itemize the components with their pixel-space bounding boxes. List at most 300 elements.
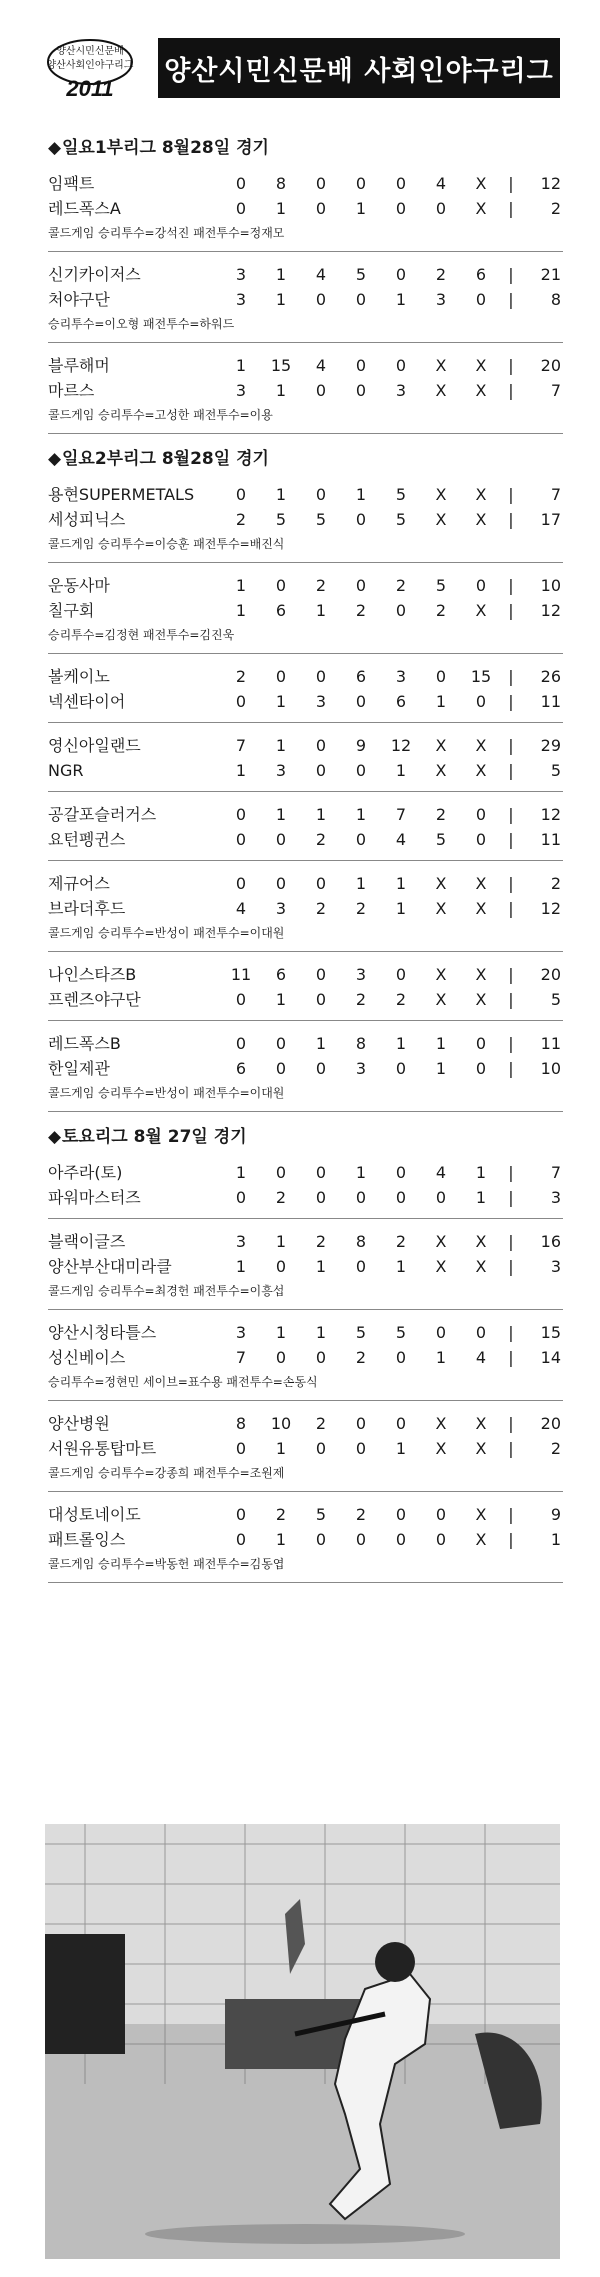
total-score: 8: [550, 290, 561, 309]
score-separator: |: [508, 265, 514, 284]
inning-score: X: [435, 761, 447, 780]
inning-score: 0: [475, 1323, 487, 1342]
inning-score: 0: [315, 761, 327, 780]
inning-score: 0: [235, 1439, 247, 1458]
baseball-photo: [45, 1824, 560, 2259]
inning-score: 3: [395, 667, 407, 686]
inning-score: X: [435, 510, 447, 529]
score-separator: |: [508, 874, 514, 893]
team-score-row: [48, 1345, 563, 1370]
inning-score: 0: [355, 1257, 367, 1276]
inning-score: 0: [315, 1188, 327, 1207]
inning-score: X: [475, 174, 487, 193]
inning-score: 0: [395, 1163, 407, 1182]
score-separator: |: [508, 1188, 514, 1207]
score-separator: |: [508, 965, 514, 984]
inning-score: 0: [275, 830, 287, 849]
score-separator: |: [508, 1059, 514, 1078]
score-separator: |: [508, 290, 514, 309]
inning-score: X: [435, 899, 447, 918]
inning-score: X: [475, 485, 487, 504]
inning-score: 0: [395, 1414, 407, 1433]
inning-score: 7: [235, 736, 247, 755]
inning-score: 8: [275, 174, 287, 193]
inning-score: 0: [395, 1188, 407, 1207]
total-score: 29: [540, 736, 561, 755]
score-separator: |: [508, 199, 514, 218]
inning-score: 0: [235, 485, 247, 504]
inning-score: 2: [275, 1188, 287, 1207]
inning-score: 3: [395, 381, 407, 400]
inning-score: 0: [235, 874, 247, 893]
inning-score: 2: [395, 990, 407, 1009]
inning-score: X: [435, 990, 447, 1009]
inning-score: X: [435, 356, 447, 375]
team-score-row: [48, 896, 563, 921]
inning-score: 0: [235, 1505, 247, 1524]
inning-score: 0: [355, 576, 367, 595]
inning-score: 1: [315, 601, 327, 620]
inning-score: X: [475, 199, 487, 218]
inning-score: X: [475, 1232, 487, 1251]
inning-score: 6: [395, 692, 407, 711]
game-note: 콜드게임 승리투수=최경헌 패전투수=이흥섭: [48, 1284, 285, 1298]
inning-score: 0: [475, 805, 487, 824]
inning-score: X: [435, 874, 447, 893]
team-score-row: [48, 962, 563, 987]
team-name: 세성피닉스: [48, 510, 126, 529]
game-scoreboard: [48, 472, 563, 563]
inning-score: 0: [315, 199, 327, 218]
game-note: 콜드게임 승리투수=이승훈 패전투수=배진식: [48, 537, 285, 551]
team-name: 대성토네이도: [48, 1505, 141, 1524]
inning-score: 0: [355, 1188, 367, 1207]
inning-score: 1: [275, 199, 287, 218]
game-scoreboard: [48, 1401, 563, 1492]
inning-score: 0: [475, 1034, 487, 1053]
game-scoreboard: [48, 654, 563, 723]
score-separator: |: [508, 736, 514, 755]
total-score: 14: [540, 1348, 561, 1367]
game-scoreboard: [48, 952, 563, 1021]
team-name: 성신베이스: [48, 1348, 126, 1367]
inning-score: 0: [275, 1257, 287, 1276]
inning-score: 1: [435, 1059, 447, 1078]
game-scoreboard: [48, 1219, 563, 1310]
team-name: 프렌즈야구단: [48, 990, 141, 1009]
inning-score: 1: [275, 265, 287, 284]
inning-score: 9: [355, 736, 367, 755]
inning-score: 0: [275, 1163, 287, 1182]
inning-score: 8: [235, 1414, 247, 1433]
inning-score: 1: [475, 1163, 487, 1182]
inning-score: 4: [435, 1163, 447, 1182]
inning-score: 1: [395, 1034, 407, 1053]
inning-score: 0: [355, 761, 367, 780]
inning-score: 0: [435, 1505, 447, 1524]
diamond-bullet-icon: ◆: [48, 1127, 62, 1147]
inning-score: 1: [435, 1348, 447, 1367]
score-separator: |: [508, 1232, 514, 1251]
inning-score: 0: [315, 965, 327, 984]
game-note: 콜드게임 승리투수=강종희 패전투수=조원제: [48, 1466, 285, 1480]
total-score: 20: [540, 965, 561, 984]
diamond-bullet-icon: ◆: [48, 138, 62, 158]
inning-score: 1: [435, 692, 447, 711]
inning-score: X: [475, 1439, 487, 1458]
inning-score: 0: [275, 576, 287, 595]
team-score-row: [48, 573, 563, 598]
score-separator: |: [508, 830, 514, 849]
team-name: 임팩트: [48, 174, 95, 193]
team-name: 제규어스: [48, 874, 110, 893]
total-score: 3: [550, 1188, 561, 1207]
inning-score: 0: [235, 830, 247, 849]
team-name: 아주라(토): [48, 1163, 123, 1182]
total-score: 26: [540, 667, 561, 686]
total-score: 11: [540, 830, 561, 849]
inning-score: 0: [475, 290, 487, 309]
game-note: 콜드게임 승리투수=강석진 패전투수=정재모: [48, 226, 285, 240]
inning-score: 1: [275, 990, 287, 1009]
inning-score: X: [435, 485, 447, 504]
inning-score: 0: [355, 692, 367, 711]
inning-score: 0: [355, 174, 367, 193]
league-logo: [40, 38, 144, 102]
batter-photo-illustration: [45, 1824, 560, 2259]
inning-score: X: [435, 1257, 447, 1276]
score-separator: |: [508, 899, 514, 918]
total-score: 7: [550, 485, 561, 504]
inning-score: 5: [395, 485, 407, 504]
total-score: 3: [550, 1257, 561, 1276]
inning-score: 1: [235, 1163, 247, 1182]
score-separator: |: [508, 1439, 514, 1458]
team-name: 양산병원: [48, 1414, 110, 1433]
inning-score: 0: [435, 667, 447, 686]
team-score-row: [48, 1160, 563, 1185]
inning-score: 0: [395, 965, 407, 984]
inning-score: 0: [355, 290, 367, 309]
inning-score: 0: [315, 736, 327, 755]
total-score: 2: [550, 1439, 561, 1458]
score-separator: |: [508, 1034, 514, 1053]
inning-score: 3: [235, 1323, 247, 1342]
inning-score: 1: [315, 1257, 327, 1276]
team-name: 칠구회: [48, 601, 95, 620]
score-separator: |: [508, 805, 514, 824]
team-name: 브라더후드: [48, 899, 126, 918]
game-scoreboard: [48, 252, 563, 343]
game-scoreboard: [48, 792, 563, 861]
inning-score: 0: [355, 1530, 367, 1549]
header: [40, 38, 560, 101]
inning-score: X: [475, 1414, 487, 1433]
inning-score: 6: [275, 965, 287, 984]
inning-score: 0: [315, 990, 327, 1009]
game-scoreboard: [48, 1150, 563, 1219]
inning-score: 1: [275, 805, 287, 824]
inning-score: 0: [315, 1348, 327, 1367]
inning-score: 15: [270, 356, 292, 375]
inning-score: 0: [355, 1439, 367, 1458]
total-score: 12: [540, 174, 561, 193]
inning-score: 2: [315, 576, 327, 595]
inning-score: 0: [235, 1188, 247, 1207]
inning-score: 1: [275, 692, 287, 711]
inning-score: X: [475, 356, 487, 375]
team-name: 영신아일랜드: [48, 736, 141, 755]
inning-score: 4: [395, 830, 407, 849]
inning-score: 2: [355, 899, 367, 918]
game-note: 콜드게임 승리투수=박동헌 패전투수=김동엽: [48, 1557, 285, 1571]
team-score-row: [48, 827, 563, 852]
total-score: 2: [550, 874, 561, 893]
team-name: 처야구단: [48, 290, 110, 309]
inning-score: 4: [435, 174, 447, 193]
inning-score: 4: [235, 899, 247, 918]
inning-score: 0: [315, 1059, 327, 1078]
team-name: 양산부산대미라클: [48, 1257, 172, 1276]
inning-score: 0: [315, 174, 327, 193]
inning-score: 1: [275, 1323, 287, 1342]
logo-year: 2011: [66, 76, 114, 101]
inning-score: 2: [315, 830, 327, 849]
inning-score: 0: [395, 1059, 407, 1078]
score-separator: |: [508, 510, 514, 529]
total-score: 10: [540, 576, 561, 595]
inning-score: X: [435, 1232, 447, 1251]
inning-score: 1: [355, 805, 367, 824]
inning-score: 0: [475, 692, 487, 711]
diamond-bullet-icon: ◆: [48, 449, 62, 469]
team-name: 양산시청타틀스: [48, 1323, 157, 1342]
team-score-row: [48, 507, 563, 532]
team-score-row: [48, 482, 563, 507]
inning-score: 15: [470, 667, 492, 686]
inning-score: 2: [275, 1505, 287, 1524]
inning-score: 1: [275, 1439, 287, 1458]
team-name: 패트롤잉스: [48, 1530, 126, 1549]
inning-score: 6: [475, 265, 487, 284]
inning-score: 1: [395, 899, 407, 918]
team-name: 운동사마: [48, 576, 110, 595]
inning-score: 3: [235, 265, 247, 284]
inning-score: 1: [315, 1323, 327, 1342]
score-separator: |: [508, 1257, 514, 1276]
team-name: 블랙이글즈: [48, 1232, 126, 1251]
team-score-row: [48, 196, 563, 221]
total-score: 16: [540, 1232, 561, 1251]
game-scoreboard: [48, 563, 563, 654]
inning-score: 2: [315, 899, 327, 918]
game-scoreboard: [48, 861, 563, 952]
inning-score: 0: [395, 265, 407, 284]
inning-score: 4: [475, 1348, 487, 1367]
inning-score: 2: [315, 1232, 327, 1251]
team-score-row: [48, 1056, 563, 1081]
inning-score: 0: [315, 1163, 327, 1182]
inning-score: 5: [395, 510, 407, 529]
inning-score: 1: [355, 874, 367, 893]
total-score: 7: [550, 1163, 561, 1182]
section-title-text: 토요리그 8월 27일 경기: [62, 1127, 247, 1147]
total-score: 12: [540, 601, 561, 620]
inning-score: X: [475, 381, 487, 400]
inning-score: 6: [275, 601, 287, 620]
inning-score: 0: [315, 667, 327, 686]
total-score: 11: [540, 1034, 561, 1053]
game-note: 콜드게임 승리투수=반성이 패전투수=이대원: [48, 1086, 285, 1100]
score-separator: |: [508, 1348, 514, 1367]
inning-score: X: [475, 1530, 487, 1549]
inning-score: 3: [275, 761, 287, 780]
section-title-text: 일요1부리그 8월28일 경기: [62, 138, 269, 158]
inning-score: 5: [315, 1505, 327, 1524]
team-score-row: [48, 1254, 563, 1279]
inning-score: 0: [275, 874, 287, 893]
inning-score: X: [475, 965, 487, 984]
team-score-row: [48, 598, 563, 623]
inning-score: 0: [475, 1059, 487, 1078]
inning-score: 2: [235, 510, 247, 529]
inning-score: 3: [355, 1059, 367, 1078]
inning-score: 4: [315, 356, 327, 375]
total-score: 15: [540, 1323, 561, 1342]
inning-score: 1: [235, 1257, 247, 1276]
score-separator: |: [508, 1530, 514, 1549]
score-separator: |: [508, 692, 514, 711]
inning-score: 0: [395, 1505, 407, 1524]
total-score: 5: [550, 761, 561, 780]
inning-score: 2: [315, 1414, 327, 1433]
team-score-row: [48, 1185, 563, 1210]
team-name: 레드폭스A: [48, 199, 121, 218]
inning-score: 1: [315, 805, 327, 824]
score-separator: |: [508, 1414, 514, 1433]
team-score-row: [48, 733, 563, 758]
inning-score: 2: [435, 265, 447, 284]
game-scoreboard: [48, 1310, 563, 1401]
team-score-row: [48, 378, 563, 403]
inning-score: 2: [355, 1348, 367, 1367]
inning-score: X: [475, 761, 487, 780]
inning-score: X: [435, 965, 447, 984]
team-score-row: [48, 1436, 563, 1461]
inning-score: 0: [475, 576, 487, 595]
inning-score: 0: [395, 174, 407, 193]
inning-score: X: [475, 601, 487, 620]
inning-score: 0: [435, 1323, 447, 1342]
inning-score: 5: [355, 265, 367, 284]
total-score: 17: [540, 510, 561, 529]
inning-score: 1: [275, 1530, 287, 1549]
inning-score: X: [475, 510, 487, 529]
team-score-row: [48, 171, 563, 196]
inning-score: 1: [355, 199, 367, 218]
inning-score: 3: [315, 692, 327, 711]
inning-score: X: [475, 1257, 487, 1276]
inning-score: 0: [315, 874, 327, 893]
inning-score: X: [435, 1414, 447, 1433]
game-scoreboard: [48, 723, 563, 792]
inning-score: 0: [275, 667, 287, 686]
score-separator: |: [508, 1163, 514, 1182]
inning-score: 0: [235, 692, 247, 711]
total-score: 10: [540, 1059, 561, 1078]
logo-line1: 양산시민신문배: [56, 46, 124, 57]
inning-score: 1: [235, 576, 247, 595]
inning-score: 7: [235, 1348, 247, 1367]
inning-score: 0: [315, 1439, 327, 1458]
score-separator: |: [508, 576, 514, 595]
inning-score: 0: [315, 381, 327, 400]
team-score-row: [48, 1320, 563, 1345]
section-title-text: 일요2부리그 8월28일 경기: [62, 449, 269, 469]
team-name: 볼케이노: [48, 667, 110, 686]
inning-score: 3: [435, 290, 447, 309]
score-separator: |: [508, 761, 514, 780]
inning-score: 0: [235, 1530, 247, 1549]
inning-score: 0: [235, 199, 247, 218]
score-separator: |: [508, 667, 514, 686]
inning-score: 0: [395, 1530, 407, 1549]
team-score-row: [48, 987, 563, 1012]
team-name: NGR: [48, 761, 84, 780]
total-score: 12: [540, 805, 561, 824]
inning-score: 0: [235, 805, 247, 824]
inning-score: 1: [275, 381, 287, 400]
inning-score: 0: [275, 1059, 287, 1078]
inning-score: X: [475, 1505, 487, 1524]
inning-score: X: [475, 990, 487, 1009]
team-name: 한일제관: [48, 1059, 110, 1078]
inning-score: 1: [355, 485, 367, 504]
total-score: 2: [550, 199, 561, 218]
team-name: 서원유통탑마트: [48, 1439, 157, 1458]
inning-score: X: [435, 381, 447, 400]
inning-score: X: [435, 1439, 447, 1458]
inning-score: 1: [275, 736, 287, 755]
team-score-row: [48, 689, 563, 714]
inning-score: 0: [315, 290, 327, 309]
inning-score: X: [475, 874, 487, 893]
inning-score: 0: [235, 174, 247, 193]
inning-score: 6: [235, 1059, 247, 1078]
team-score-row: [48, 664, 563, 689]
team-score-row: [48, 1229, 563, 1254]
team-name: 블루해머: [48, 356, 110, 375]
game-note: 콜드게임 승리투수=고성한 패전투수=이용: [48, 408, 273, 422]
team-name: 넥센타이어: [48, 692, 126, 711]
inning-score: 1: [275, 1232, 287, 1251]
inning-score: 10: [270, 1414, 292, 1433]
game-note: 승리투수=이오형 패전투수=하워드: [48, 317, 235, 331]
team-score-row: [48, 871, 563, 896]
total-score: 5: [550, 990, 561, 1009]
game-note: 콜드게임 승리투수=반성이 패전투수=이대원: [48, 926, 285, 940]
inning-score: 1: [235, 601, 247, 620]
inning-score: 0: [435, 1530, 447, 1549]
team-name: 나인스타즈B: [48, 965, 137, 984]
inning-score: 5: [315, 510, 327, 529]
inning-score: 2: [355, 990, 367, 1009]
inning-score: 5: [435, 830, 447, 849]
score-separator: |: [508, 1323, 514, 1342]
team-name: 용현SUPERMETALS: [48, 485, 195, 504]
inning-score: 0: [275, 1034, 287, 1053]
inning-score: 1: [435, 1034, 447, 1053]
